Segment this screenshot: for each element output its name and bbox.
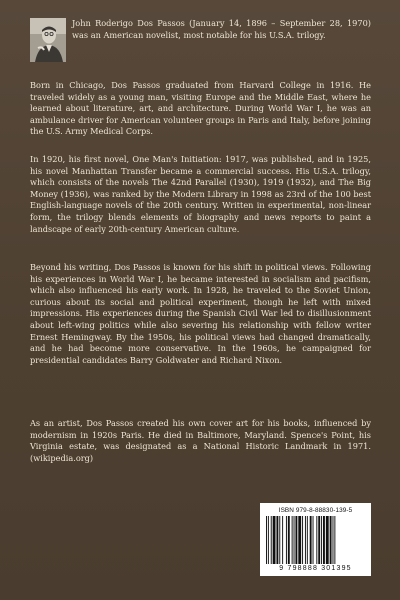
isbn-label: ISBN 979-8-88830-139-5 — [278, 507, 353, 514]
bio-paragraph-5: As an artist, Dos Passos created his own cover art for his books, influenced by modernism in 1920s Paris. He died in Baltimore, Maryland. Spence's Point, his Virginia estate, was designated as a National Historic Landmark in 1971. (wikipedia.org) — [30, 418, 371, 463]
isbn-barcode — [260, 503, 371, 576]
bio-paragraph-1: John Roderigo Dos Passos (January 14, 1896 – September 28, 1970) was an American novelist, most notable for his U.S.A. trilogy. — [72, 18, 371, 40]
bio-paragraph-4: Beyond his writing, Dos Passos is known for his shift in political views. Following his experiences in World War I, he became interested in socialism and pacifism, which also influenced his early work. In 1928, he traveled to the Soviet Union, curious about its social and political experiment, though he left with mixed impressions. His experiences during the Spanish Civil War led to disillusionment about left-wing politics while also severing his relationship with fellow writer Ernest Hemingway. By the 1950s, his political views had changed dramatically, and he had become more conservative. In the 1960s, he campaigned for presidential candidates Barry Goldwater and Richard Nixon. — [30, 262, 371, 365]
bio-paragraph-2: Born in Chicago, Dos Passos graduated from Harvard College in 1916. He traveled widely as a young man, visiting Europe and the Middle East, where he learned about literature, art, and architecture. During World War I, he was an ambulance driver for American volunteer groups in Paris and Italy, before joining the U.S. Army Medical Corps. — [30, 80, 371, 137]
author-portrait-image — [30, 18, 66, 62]
author-portrait — [30, 18, 66, 62]
barcode-bars — [266, 516, 365, 564]
bio-paragraph-3: In 1920, his first novel, One Man's Initiation: 1917, was published, and in 1925, his novel Manhattan Transfer became a commercial success. His U.S.A. trilogy, which consists of the novels The 42nd Parallel (1930), 1919 (1932), and The Big Money (1936), was ranked by the Modern Library in 1998 as 23rd of the 100 best English-language novels of the 20th century. Written in experimental, non-linear form, the trilogy blends elements of biography and news reports to paint a landscape of early 20th-century American culture. — [30, 154, 371, 234]
barcode-digits: 9 798888 301395 — [279, 565, 352, 572]
